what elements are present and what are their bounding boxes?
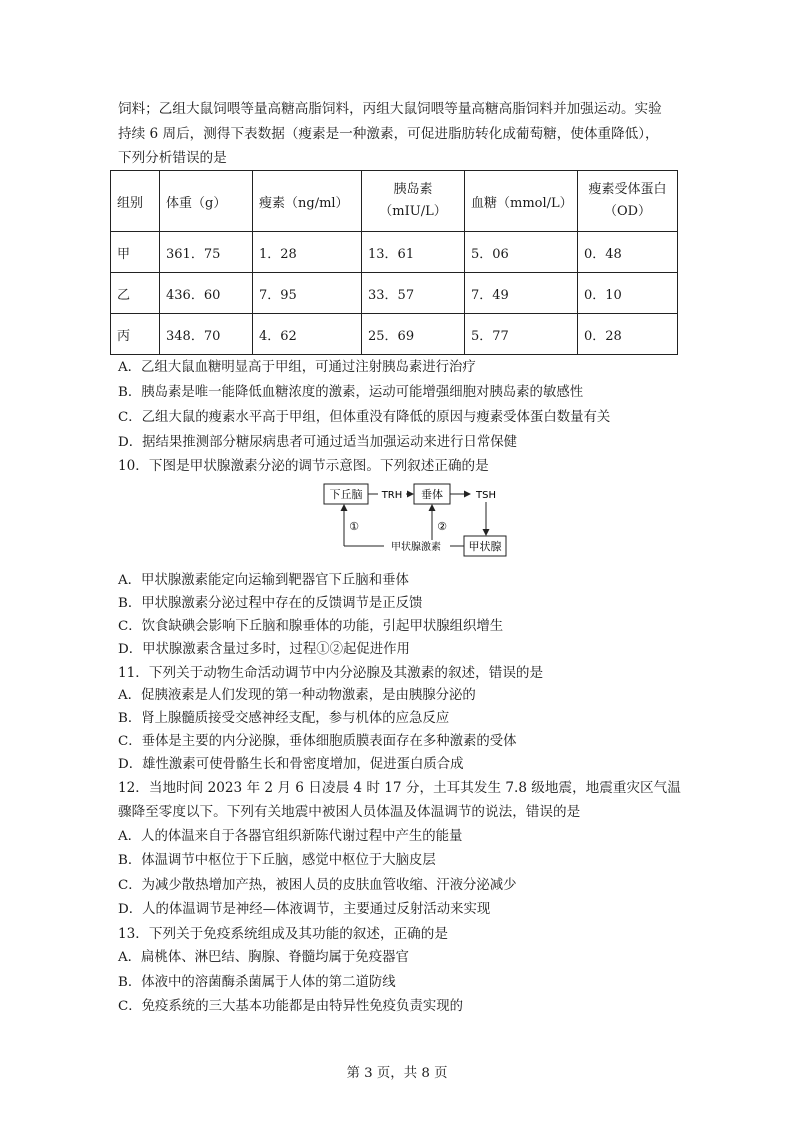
table-header-cell: 血糖（mmol/L） [465,171,578,232]
q9-option-c: C．乙组大鼠的瘦素水平高于甲组，但体重没有降低的原因与瘦素受体蛋白数量有关 [118,410,611,425]
table-header-cell: 胰岛素 （mIU/L） [362,171,465,232]
q10-option-d: D．甲状腺激素含量过多时，过程①②起促进作用 [118,642,410,657]
trh-label: TRH [381,490,403,501]
table-row [111,273,678,314]
table-cell: 7．95 [253,273,362,314]
table-cell: 乙 [111,273,160,314]
hypothalamus-label: 下丘脑 [329,488,363,501]
table-cell: 361．75 [160,232,253,273]
table-cell: 7．49 [465,273,578,314]
pituitary-label: 垂体 [421,488,443,501]
table-cell: 0．28 [578,314,678,355]
q9-option-a: A．乙组大鼠血糖明显高于甲组，可通过注射胰岛素进行治疗 [118,360,476,375]
q11-stem: 11．下列关于动物生命活动调节中内分泌腺及其激素的叙述，错误的是 [118,665,544,681]
q9-option-d: D．据结果推测部分糖尿病患者可通过适当加强运动来进行日常保健 [118,435,518,450]
table-cell: 0．10 [578,273,678,314]
q11-option-c: C．垂体是主要的内分泌腺，垂体细胞质膜表面存在多种激素的受体 [118,734,517,749]
q12-option-b: B．体温调节中枢位于下丘脑，感觉中枢位于大脑皮层 [118,853,436,868]
table-header-cell: 瘦素（ng/ml） [253,171,362,232]
hormone-label: 甲状腺激素 [391,542,441,553]
table-cell: 甲 [111,232,160,273]
q10-option-a: A．甲状腺激素能定向运输到靶器官下丘脑和垂体 [118,573,409,588]
q12-stem-line-2: 骤降至零度以下。下列有关地震中被困人员体温及体温调节的说法，错误的是 [118,804,581,820]
q12-stem-line-1: 12．当地时间 2023 年 2 月 6 日凌晨 4 时 17 分，土耳其发生 7.8 级地震，地震重灾区气温 [118,780,681,796]
q12-option-a: A．人的体温来自于各器官组织新陈代谢过程中产生的能量 [118,829,463,844]
q10-option-b: B．甲状腺激素分泌过程中存在的反馈调节是正反馈 [118,596,423,611]
thyroid-label: 甲状腺 [468,540,502,553]
table-row [111,232,678,273]
table-cell: 丙 [111,314,160,355]
intro-line-3: 下列分析错误的是 [118,150,227,166]
intro-line-2: 持续 6 周后，测得下表数据（瘦素是一种激素，可促进脂肪转化成葡萄糖，使体重降低）， [118,126,659,142]
table-cell: 25．69 [362,314,465,355]
page-footer: 第 3 页，共 8 页 [346,1066,448,1081]
table-header-cell: 体重（g） [160,171,253,232]
q10-option-c: C．饮食缺碘会影响下丘脑和腺垂体的功能，引起甲状腺组织增生 [118,619,504,634]
table-header-cell: 组别 [111,171,160,232]
table-cell: 0．48 [578,232,678,273]
table-cell: 5．77 [465,314,578,355]
q13-option-c: C．免疫系统的三大基本功能都是由特异性免疫负责实现的 [118,999,464,1014]
q11-option-b: B．肾上腺髓质接受交感神经支配，参与机体的应急反应 [118,711,450,726]
table-row [111,314,678,355]
q9-option-b: B．胰岛素是唯一能降低血糖浓度的激素，运动可能增强细胞对胰岛素的敏感性 [118,385,584,400]
table-header-row [111,171,678,232]
q12-option-d: D．人的体温调节是神经—体液调节，主要通过反射活动来实现 [118,902,491,917]
tsh-label: TSH [476,490,496,501]
table-cell: 1．28 [253,232,362,273]
table-cell: 4．62 [253,314,362,355]
table-cell: 5．06 [465,232,578,273]
q11-option-d: D．雄性激素可使骨骼生长和骨密度增加，促进蛋白质合成 [118,757,464,772]
q13-option-b: B．体液中的溶菌酶杀菌属于人体的第二道防线 [118,975,396,990]
table-cell: 348．70 [160,314,253,355]
q12-option-c: C．为减少散热增加产热，被困人员的皮肤血管收缩、汗液分泌减少 [118,878,517,893]
table-cell: 436．60 [160,273,253,314]
process-1-label: ① [349,520,359,533]
table-header-cell: 瘦素受体蛋白 （OD） [578,171,678,232]
q13-stem: 13．下列关于免疫系统组成及其功能的叙述，正确的是 [118,926,448,942]
table-cell: 33．57 [362,273,465,314]
process-2-label: ② [437,520,447,533]
intro-line-1: 饲料；乙组大鼠饲喂等量高糖高脂饲料，丙组大鼠饲喂等量高糖高脂饲料并加强运动。实验 [118,101,662,117]
q10-stem: 10．下图是甲状腺激素分泌的调节示意图。下列叙述正确的是 [118,458,489,474]
table-cell: 13．61 [362,232,465,273]
q11-option-a: A．促胰液素是人们发现的第一种动物激素，是由胰腺分泌的 [118,688,476,703]
data-table [110,170,678,355]
thyroid-regulation-diagram [300,480,520,560]
diagram-svg [300,480,520,560]
q13-option-a: A．扁桃体、淋巴结、胸腺、脊髓均属于免疫器官 [118,950,409,965]
